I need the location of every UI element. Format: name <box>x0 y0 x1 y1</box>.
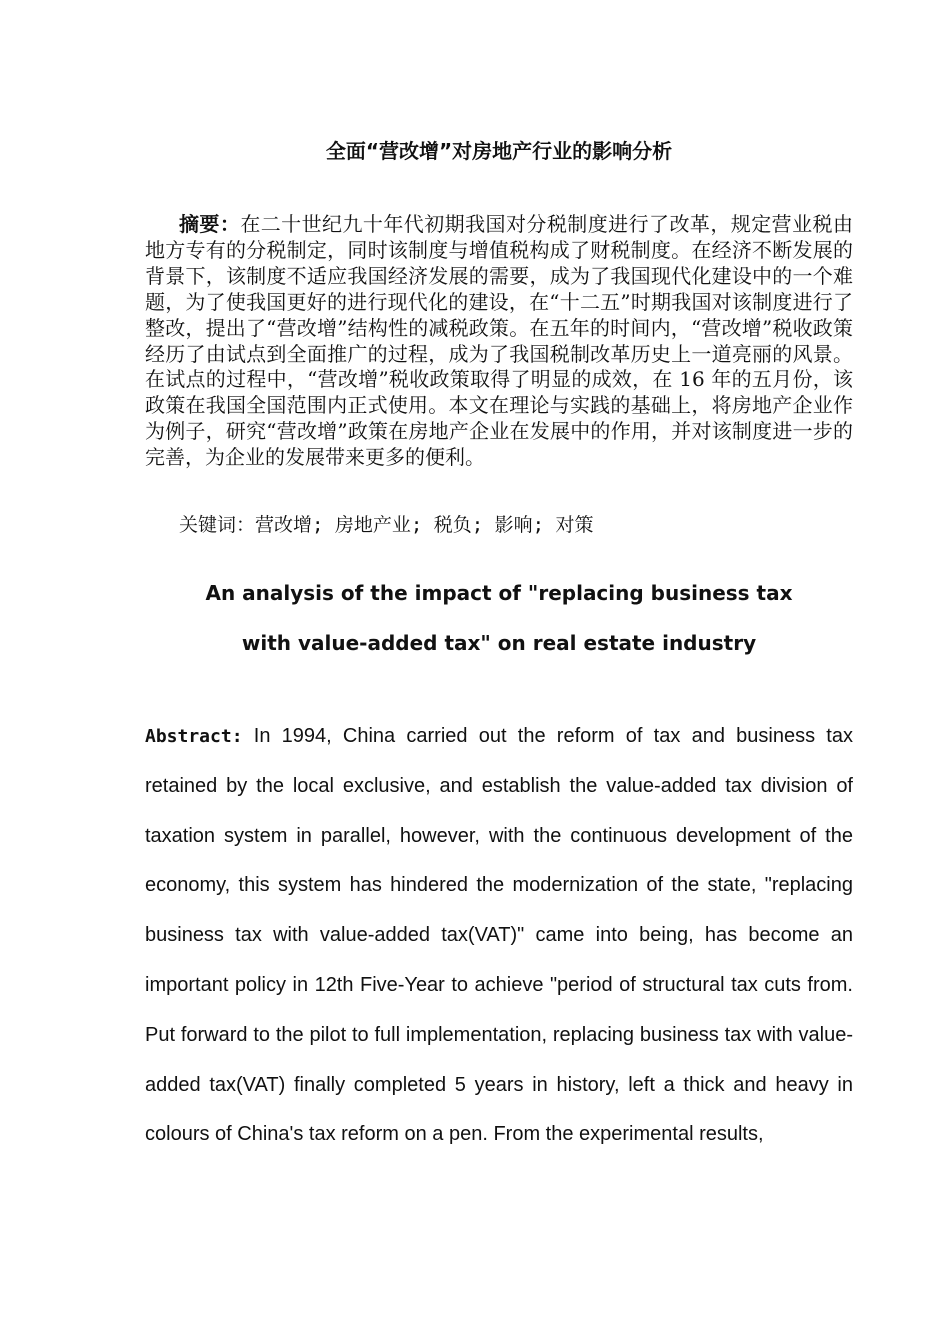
english-abstract-label: Abstract: <box>145 726 243 747</box>
chinese-title: 全面“营改增”对房地产行业的影响分析 <box>325 139 673 163</box>
chinese-abstract <box>145 212 853 471</box>
english-abstract-text: In 1994, China carried out the reform of tax and business tax retained by the local exclusive, and establish the value-added tax division of taxation system in parallel, however, with the continuous development of the economy, this system has hindered the modernization of the state, "replacing business tax with value-added tax(VAT)" came into being, has become an important policy in 12th Five-Year to achieve "period of structural tax cuts from. Put forward to the pilot to full implementation, replacing business tax with value-added tax(VAT) finally completed 5 years in history, left a thick and heavy in colours of China's tax reform on a pen. From the experimental results, <box>145 725 853 1146</box>
chinese-keywords-label: 关键词： <box>179 514 256 536</box>
english-title-line-2: with value-added tax" on real estate industry <box>241 631 757 655</box>
english-title <box>145 568 853 668</box>
chinese-abstract-text: 在二十世纪九十年代初期我国对分税制度进行了改革，规定营业税由地方专有的分税制定，同时该制度与增值税构成了财税制度。在经济不断发展的背景下，该制度不适应我国经济发展的需要，成为了我国现代化建设中的一个难题，为了使我国更好的进行现代化的建设，在“十二五”时期我国对该制度进行了整改，提出了“营改增”结构性的减税政策。在五年的时间内，“营改增”税收政策经历了由试点到全面推广的过程，成为了我国税制改革历史上一道亮丽的风景。在试点的过程中，“营改增”税收政策取得了明显的成效，在 16 年的五月份，该政策在我国全国范围内正式使用。本文在理论与实践的基础上，将房地产企业作为例子，研究“营改增”政策在房地产企业在发展中的作用，并对该制度进一步的完善，为企业的发展带来更多的便利。 <box>145 212 853 470</box>
english-title-line-1: An analysis of the impact of "replacing business tax <box>205 581 793 605</box>
english-abstract <box>145 712 853 1160</box>
chinese-abstract-label: 摘要： <box>179 212 241 236</box>
chinese-keywords-value: 营改增; 房地产业; 税负; 影响; 对策 <box>255 514 594 536</box>
chinese-keywords <box>179 511 594 539</box>
